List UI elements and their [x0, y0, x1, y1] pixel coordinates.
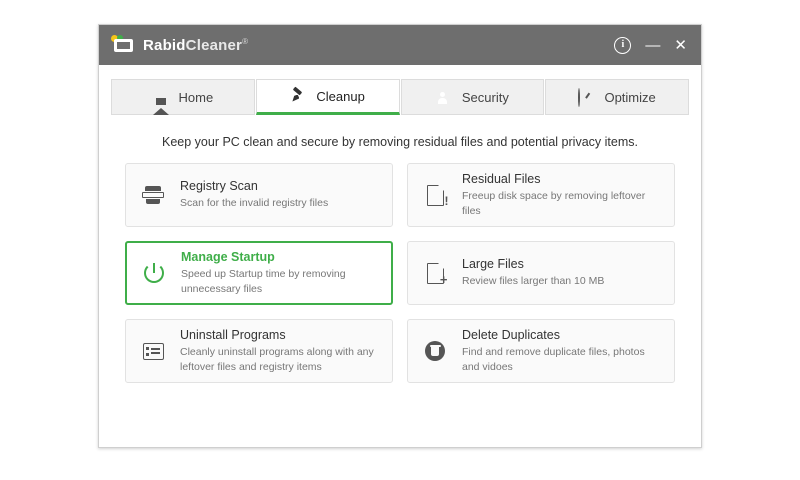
feature-card-grid	[111, 163, 689, 383]
file-plus-icon: +	[420, 263, 450, 284]
card-title: Uninstall Programs	[180, 328, 286, 343]
program-list-icon	[138, 343, 168, 360]
title-bar	[99, 25, 701, 65]
card-description: Scan for the invalid registry files	[180, 197, 329, 210]
card-manage-startup[interactable]	[125, 241, 393, 305]
card-description: Find and remove duplicate files, photos and vidoes	[462, 346, 645, 373]
card-uninstall-programs-text	[180, 328, 380, 373]
home-icon	[153, 89, 170, 106]
card-registry-scan[interactable]	[125, 163, 393, 227]
speedometer-icon	[578, 89, 595, 106]
card-delete-duplicates-text	[462, 328, 662, 373]
brand-trademark: ®	[242, 36, 249, 46]
minimize-button[interactable]: —	[645, 36, 661, 54]
file-warning-icon: !	[420, 185, 450, 206]
registry-icon	[138, 186, 168, 204]
card-description: Freeup disk space by removing leftover files	[462, 190, 646, 217]
trash-icon	[420, 341, 450, 361]
shield-icon	[436, 89, 453, 106]
page-headline: Keep your PC clean and secure by removing residual files and potential privacy items.	[162, 135, 638, 149]
tab-optimize[interactable]	[545, 79, 689, 115]
card-description: Cleanly uninstall programs along with any leftover files and registry items	[180, 346, 374, 373]
tab-home[interactable]	[111, 79, 255, 115]
brand-secondary-text: Cleaner	[185, 36, 243, 54]
card-description: Review files larger than 10 MB	[462, 275, 605, 288]
card-residual-files[interactable]	[407, 163, 675, 227]
app-logo	[111, 35, 248, 55]
card-registry-scan-text	[180, 179, 328, 210]
card-title: Registry Scan	[180, 179, 258, 194]
card-uninstall-programs[interactable]	[125, 319, 393, 383]
brand-primary-text: Rabid	[143, 36, 186, 54]
card-delete-duplicates[interactable]	[407, 319, 675, 383]
brush-icon	[290, 88, 307, 105]
window-controls	[614, 37, 695, 54]
power-icon	[139, 263, 169, 283]
tab-optimize-label: Optimize	[604, 89, 656, 105]
content-area	[99, 115, 701, 447]
info-icon[interactable]: i	[614, 37, 631, 54]
tab-cleanup[interactable]	[256, 79, 400, 115]
card-title: Large Files	[462, 257, 524, 272]
card-title: Delete Duplicates	[462, 328, 560, 343]
card-large-files-text	[462, 257, 604, 288]
card-residual-files-text	[462, 172, 662, 217]
card-title: Residual Files	[462, 172, 541, 187]
tab-security[interactable]	[401, 79, 545, 115]
card-large-files[interactable]	[407, 241, 675, 305]
app-title	[143, 37, 248, 54]
card-title: Manage Startup	[181, 250, 275, 265]
application-window	[98, 24, 702, 448]
rabid-cleaner-logo-icon	[111, 35, 137, 55]
card-description: Speed up Startup time by removing unnecessary files	[181, 268, 346, 295]
close-button[interactable]: ✕	[674, 36, 687, 54]
tab-security-label: Security	[461, 89, 509, 105]
tab-home-label: Home	[178, 89, 214, 105]
card-manage-startup-text	[181, 250, 379, 295]
tab-bar	[99, 65, 701, 115]
tab-cleanup-label: Cleanup	[316, 88, 365, 104]
